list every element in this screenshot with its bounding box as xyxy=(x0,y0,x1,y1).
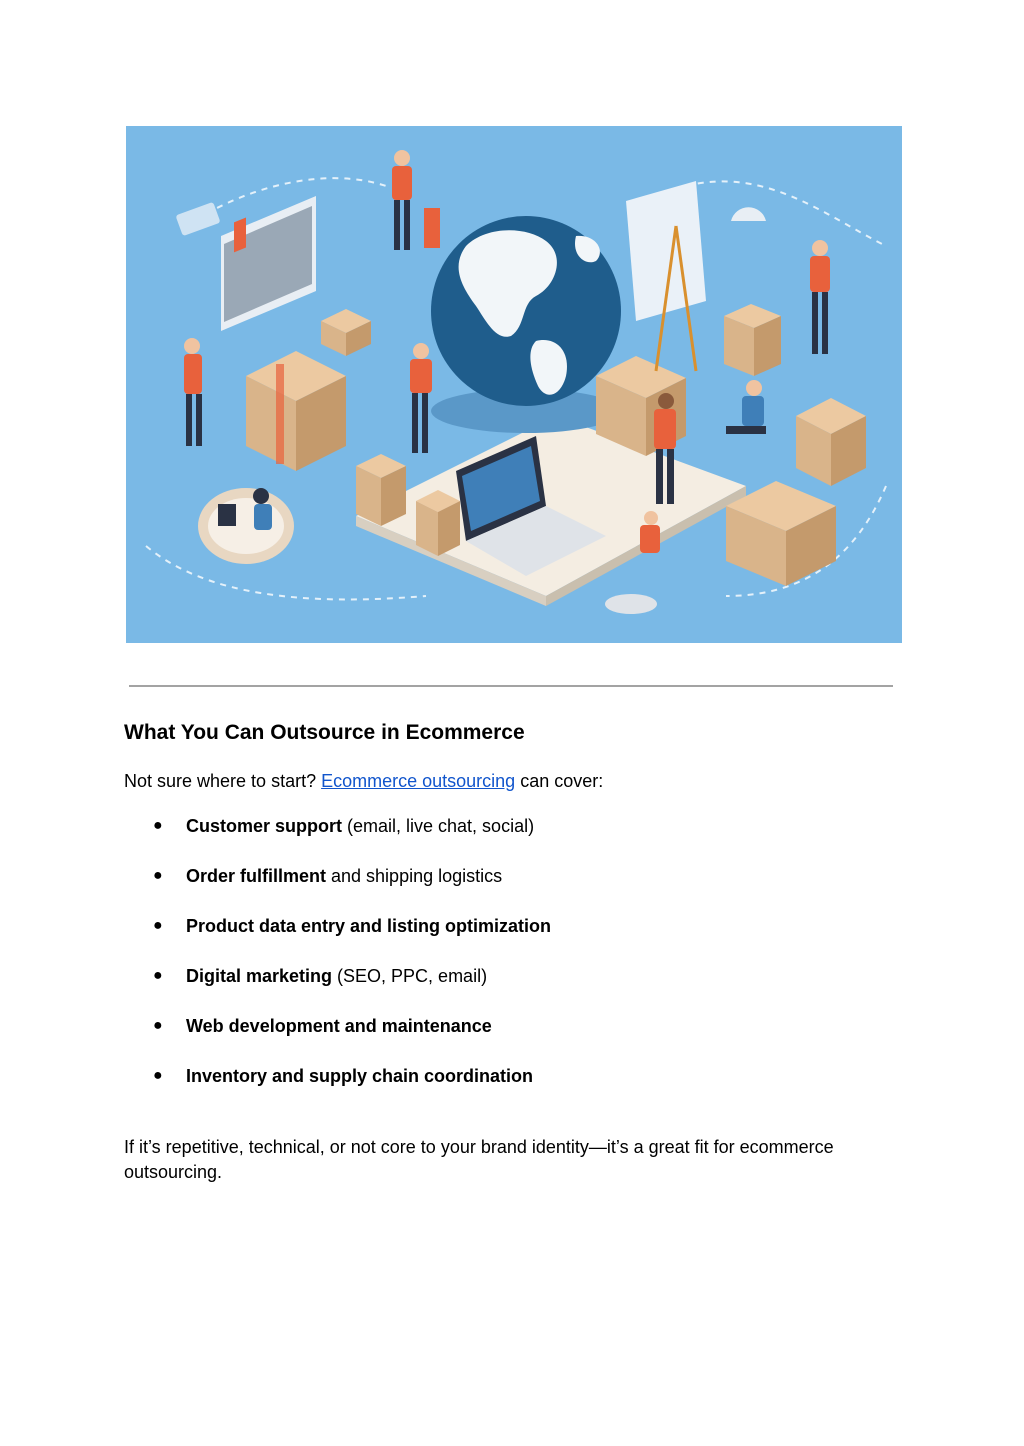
section-divider xyxy=(129,685,893,687)
pencil-cup xyxy=(424,208,440,248)
outsource-list xyxy=(0,814,1024,1114)
intro-text-before: Not sure where to start? xyxy=(124,771,322,791)
list-item-rest: (email, live chat, social) xyxy=(342,816,535,836)
hero-illustration-art xyxy=(126,126,902,643)
list-item xyxy=(0,1064,1024,1114)
list-item-bold: Product data entry and listing optimization xyxy=(186,916,552,936)
closing-paragraph: If it’s repetitive, technical, or not core to your brand identity—it’s a great fit for ecommerce outsourcing. xyxy=(124,1137,834,1182)
list-item xyxy=(0,1014,1024,1064)
list-item-bold: Inventory and supply chain coordination xyxy=(186,1066,534,1086)
list-item-bold: Web development and maintenance xyxy=(186,1016,492,1036)
list-item-text xyxy=(186,914,551,938)
list-item xyxy=(0,864,1024,914)
list-item-bold: Order fulfillment xyxy=(186,866,327,886)
box-upper-right xyxy=(724,304,781,376)
list-item-text xyxy=(186,814,534,838)
list-item-bold: Customer support xyxy=(186,816,343,836)
bullet-dot: ● xyxy=(153,1067,163,1084)
box-right xyxy=(796,398,866,486)
list-item-rest: and shipping logistics xyxy=(326,866,503,886)
list-item xyxy=(0,814,1024,864)
bullet-dot: ● xyxy=(153,867,163,884)
section-heading: What You Can Outsource in Ecommerce xyxy=(124,721,525,744)
list-item-text xyxy=(186,1014,492,1038)
intro-paragraph xyxy=(124,769,603,793)
list-item xyxy=(0,964,1024,1014)
ecommerce-outsourcing-link[interactable]: Ecommerce outsourcing xyxy=(321,771,516,791)
list-item-rest: (SEO, PPC, email) xyxy=(332,966,488,986)
box-large-left xyxy=(246,351,346,471)
bullet-dot: ● xyxy=(153,967,163,984)
bullet-dot: ● xyxy=(153,1017,163,1034)
workstation-pod xyxy=(198,488,294,564)
list-item-bold: Digital marketing xyxy=(186,966,333,986)
list-item-text xyxy=(186,964,487,988)
list-item-text xyxy=(186,1064,533,1088)
list-item xyxy=(0,914,1024,964)
list-item-text xyxy=(186,864,502,888)
bullet-dot: ● xyxy=(153,817,163,834)
intro-text-after: can cover: xyxy=(515,771,604,791)
dashboard-bar xyxy=(234,218,246,253)
hero-illustration xyxy=(126,126,902,643)
bullet-dot: ● xyxy=(153,917,163,934)
